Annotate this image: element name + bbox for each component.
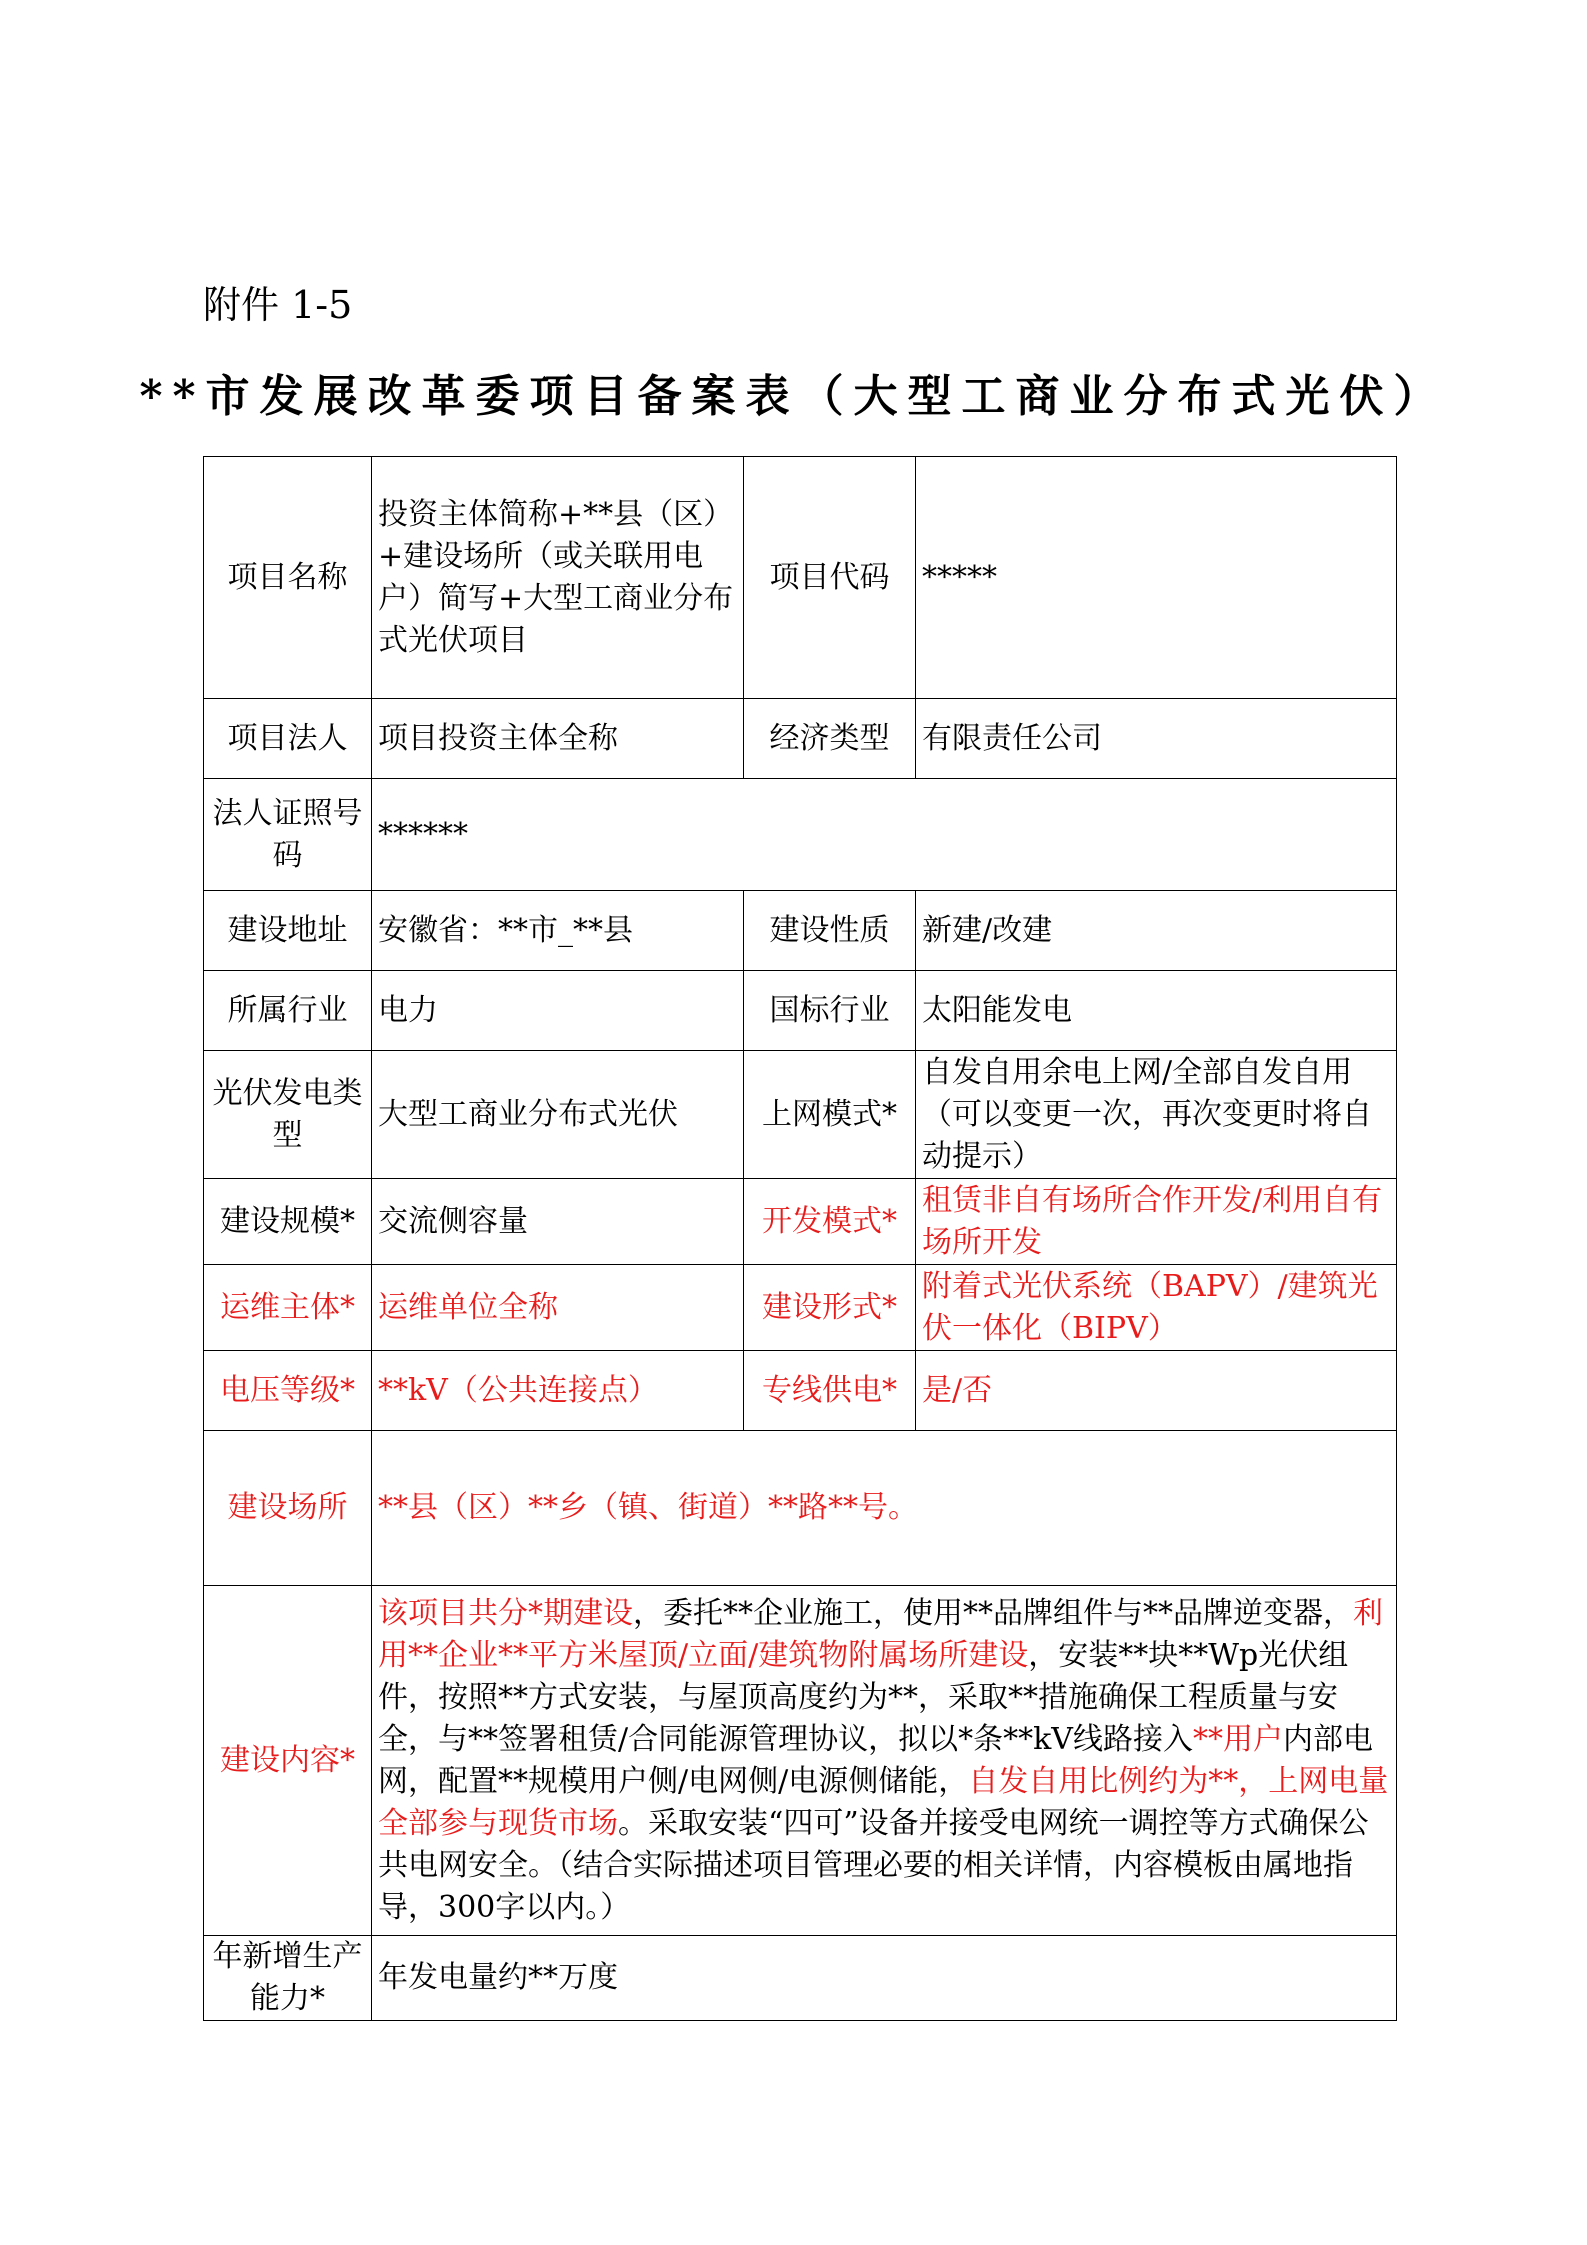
legal-person-label: 项目法人 xyxy=(204,699,372,779)
project-code-value: ***** xyxy=(916,457,1397,699)
content-label: 建设内容* xyxy=(204,1586,372,1936)
content-part: 该项目共分*期建设 xyxy=(378,1595,633,1631)
site-value: **县（区）**乡（镇、街道）**路**号。 xyxy=(372,1431,1397,1586)
table-row xyxy=(204,699,1397,779)
address-label: 建设地址 xyxy=(204,891,372,971)
pv-type-value: 大型工商业分布式光伏 xyxy=(372,1051,744,1179)
site-label: 建设场所 xyxy=(204,1431,372,1586)
national-industry-label: 国标行业 xyxy=(744,971,916,1051)
dedicated-label: 专线供电* xyxy=(744,1351,916,1431)
operator-label: 运维主体* xyxy=(204,1265,372,1351)
grid-mode-label: 上网模式* xyxy=(744,1051,916,1179)
document-title: **市发展改革委项目备案表（大型工商业分布式光伏） xyxy=(139,371,1448,422)
table-row xyxy=(204,457,1397,699)
dedicated-value: 是/否 xyxy=(916,1351,1397,1431)
pv-type-label: 光伏发电类型 xyxy=(204,1051,372,1179)
filing-form-table xyxy=(203,456,1397,2021)
address-value: 安徽省：**市_**县 xyxy=(372,891,744,971)
table-row xyxy=(204,1179,1397,1265)
content-part: 自发自用比例约为**，上网电量全部参与现货市场 xyxy=(378,1763,1389,1841)
license-label: 法人证照号码 xyxy=(204,779,372,891)
voltage-label: 电压等级* xyxy=(204,1351,372,1431)
table-row xyxy=(204,1431,1397,1586)
content-part: 内部电网，配置**规模用户侧/电网侧/电源侧储能， xyxy=(378,1721,1373,1799)
dev-mode-value: 租赁非自有场所合作开发/利用自有场所开发 xyxy=(916,1179,1397,1265)
project-name-label: 项目名称 xyxy=(204,457,372,699)
industry-label: 所属行业 xyxy=(204,971,372,1051)
form-value: 附着式光伏系统（BAPV）/建筑光伏一体化（BIPV） xyxy=(916,1265,1397,1351)
table-row xyxy=(204,1936,1397,2021)
economy-type-label: 经济类型 xyxy=(744,699,916,779)
table-row xyxy=(204,891,1397,971)
license-value: ****** xyxy=(372,779,1397,891)
table-row xyxy=(204,779,1397,891)
project-code-label: 项目代码 xyxy=(744,457,916,699)
content-part: ，委托**企业施工，使用**品牌组件与**品牌逆变器， xyxy=(633,1595,1353,1631)
capacity-value: 年发电量约**万度 xyxy=(372,1936,1397,2021)
content-value xyxy=(372,1586,1397,1936)
content-part: ，安装**块**Wp光伏组件，按照**方式安装，与屋顶高度约为**，采取**措施确保工程质量与安全，与**签署租赁/合同能源管理协议，拟以*条**kV线路接入 xyxy=(378,1637,1349,1757)
legal-person-value: 项目投资主体全称 xyxy=(372,699,744,779)
industry-value: 电力 xyxy=(372,971,744,1051)
operator-value: 运维单位全称 xyxy=(372,1265,744,1351)
capacity-label: 年新增生产能力* xyxy=(204,1936,372,2021)
nature-label: 建设性质 xyxy=(744,891,916,971)
table-row xyxy=(204,1265,1397,1351)
table-row xyxy=(204,1051,1397,1179)
table-row xyxy=(204,1586,1397,1936)
voltage-value: **kV（公共连接点） xyxy=(372,1351,744,1431)
project-name-value: 投资主体简称+**县（区）+建设场所（或关联用电户）简写+大型工商业分布式光伏项目 xyxy=(372,457,744,699)
content-part: **用户 xyxy=(1192,1721,1283,1757)
form-label: 建设形式* xyxy=(744,1265,916,1351)
scale-label: 建设规模* xyxy=(204,1179,372,1265)
annex-number: 附件 1-5 xyxy=(203,283,353,327)
table-row xyxy=(204,1351,1397,1431)
nature-value: 新建/改建 xyxy=(916,891,1397,971)
national-industry-value: 太阳能发电 xyxy=(916,971,1397,1051)
table-row xyxy=(204,971,1397,1051)
content-part: 利用**企业**平方米屋顶/立面/建筑物附属场所建设 xyxy=(378,1595,1383,1673)
dev-mode-label: 开发模式* xyxy=(744,1179,916,1265)
scale-value: 交流侧容量 xyxy=(372,1179,744,1265)
content-part: 。采取安装“四可”设备并接受电网统一调控等方式确保公共电网安全。（结合实际描述项目管理必要的相关详情，内容模板由属地指导，300字以内。） xyxy=(378,1805,1369,1925)
grid-mode-value: 自发自用余电上网/全部自发自用（可以变更一次，再次变更时将自动提示） xyxy=(916,1051,1397,1179)
economy-type-value: 有限责任公司 xyxy=(916,699,1397,779)
